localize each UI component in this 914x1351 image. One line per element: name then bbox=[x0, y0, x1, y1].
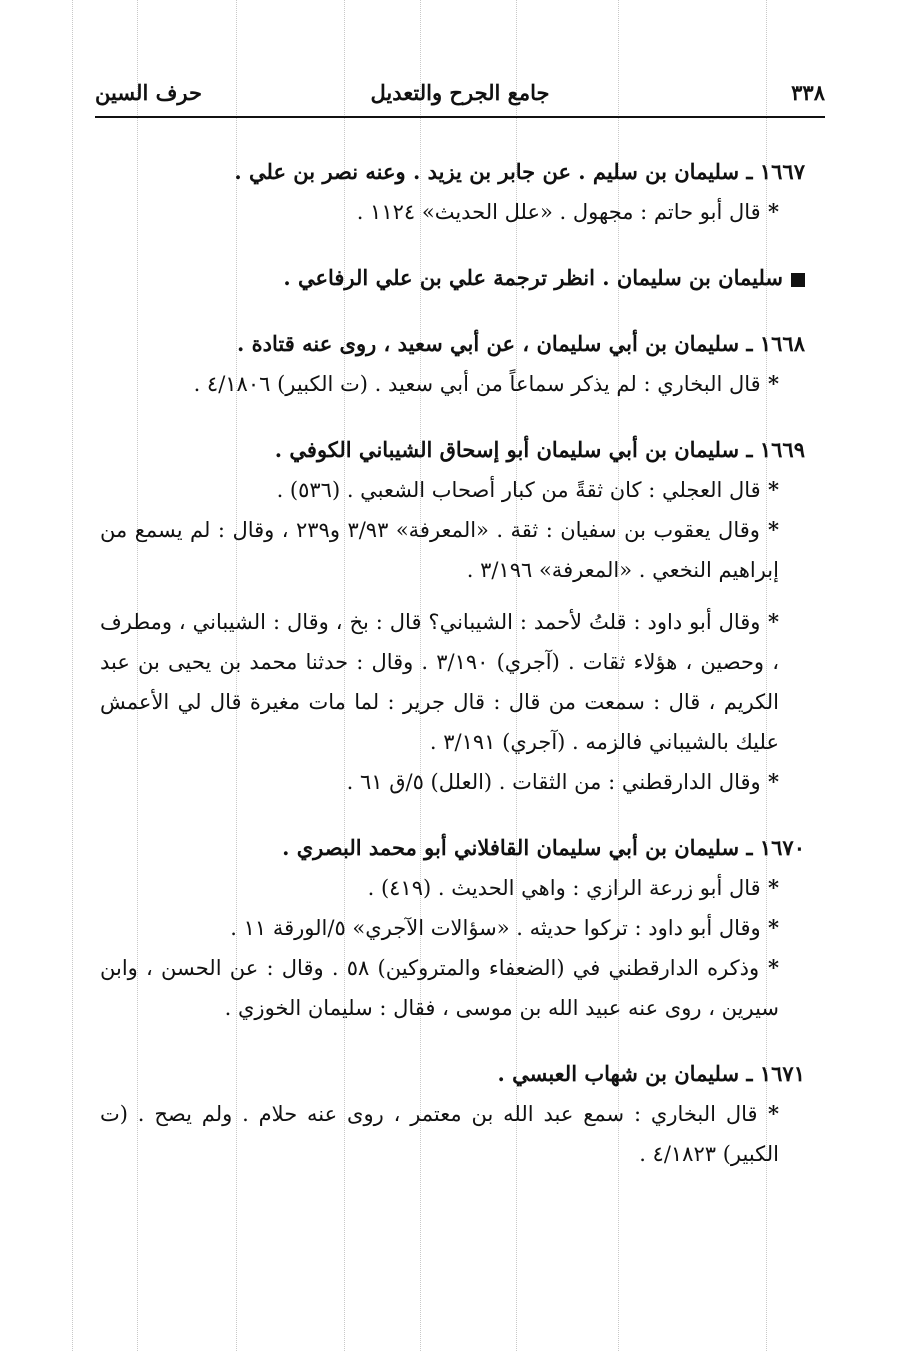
star-bullet-icon: * bbox=[760, 875, 779, 900]
entry-paragraph: * قال البخاري : سمع عبد الله بن معتمر ، روى عنه حلام . ولم يصح . (ت الكبير) ٤/١٨٢٣ . bbox=[100, 1101, 779, 1166]
entry-1671 bbox=[100, 1054, 805, 1174]
star-bullet-icon: * bbox=[760, 477, 779, 502]
running-header bbox=[95, 74, 825, 114]
entry-heading: سليمان بن سليمان . انظر ترجمة علي بن علي الرفاعي . bbox=[100, 258, 805, 298]
entry-1669 bbox=[100, 430, 805, 802]
square-bullet-icon bbox=[791, 273, 805, 287]
scan-guide-line bbox=[72, 0, 73, 1351]
entry-1670 bbox=[100, 828, 805, 1028]
entry-paragraph: * وقال أبو داود : قلتُ لأحمد : الشيباني؟ قال : بخ ، وقال : الشيباني ، ومطرف ، وحصين ، هؤلاء ثقات . (آجري) ٣/١٩٠ . وقال : حدثنا محمد بن يحيى بن عبد الكريم ، قال : سمعت من قال : قال جرير : لما مات مغيرة قال لي الأعمش عليك بالشيباني فالزمه . (آجري) ٣/١٩١ . bbox=[100, 609, 779, 754]
entry-paragraph: * وقال أبو داود : تركوا حديثه . «سؤالات الآجري» ٥/الورقة ١١ . bbox=[230, 915, 779, 940]
entry-paragraph: * وقال يعقوب بن سفيان : ثقة . «المعرفة» ٣/٩٣ و٢٣٩ ، وقال : لم يسمع من إبراهيم النخعي . «المعرفة» ٣/١٩٦ . bbox=[100, 517, 779, 582]
entry-paragraph: * وقال الدارقطني : من الثقات . (العلل) ٥/ق ٦١ . bbox=[346, 769, 779, 794]
entry-cross-reference bbox=[100, 258, 805, 298]
entry-heading: ١٦٦٩ ـ سليمان بن أبي سليمان أبو إسحاق الشيباني الكوفي . bbox=[274, 437, 805, 462]
star-bullet-icon: * bbox=[760, 609, 779, 634]
star-bullet-icon: * bbox=[760, 371, 779, 396]
star-bullet-icon: * bbox=[760, 199, 779, 224]
entry-paragraph: * قال البخاري : لم يذكر سماعاً من أبي سعيد . (ت الكبير) ٤/١٨٠٦ . bbox=[193, 371, 779, 396]
entry-heading: ١٦٦٨ ـ سليمان بن أبي سليمان ، عن أبي سعيد ، روى عنه قتادة . bbox=[237, 331, 805, 356]
entries-list bbox=[100, 152, 805, 1200]
section-title: حرف السين bbox=[95, 80, 202, 105]
entry-paragraph: * قال أبو حاتم : مجهول . «علل الحديث» ١١٢٤ . bbox=[356, 199, 779, 224]
header-rule bbox=[95, 116, 825, 118]
entry-paragraph: * قال العجلي : كان ثقةً من كبار أصحاب الشعبي . (٥٣٦) . bbox=[276, 477, 779, 502]
star-bullet-icon: * bbox=[760, 769, 779, 794]
entry-heading: ١٦٦٧ ـ سليمان بن سليم . عن جابر بن يزيد . وعنه نصر بن علي . bbox=[234, 159, 805, 184]
star-bullet-icon: * bbox=[757, 1101, 779, 1126]
star-bullet-icon: * bbox=[759, 955, 780, 980]
star-bullet-icon: * bbox=[759, 517, 779, 542]
entry-paragraph: * وذكره الدارقطني في (الضعفاء والمتروكين) ٥٨ . وقال : عن الحسن ، وابن سيرين ، روى عنه عبيد الله بن موسى ، فقال : سليمان الخوزي . bbox=[100, 955, 780, 1020]
entry-1667 bbox=[100, 152, 805, 232]
entry-paragraph: * قال أبو زرعة الرازي : واهي الحديث . (٤١٩) . bbox=[367, 875, 779, 900]
book-title: جامع الجرح والتعديل bbox=[370, 80, 550, 105]
page-number: ٣٣٨ bbox=[791, 80, 825, 105]
entry-heading: ١٦٧٠ ـ سليمان بن أبي سليمان القافلاني أبو محمد البصري . bbox=[282, 835, 805, 860]
entry-heading: ١٦٧١ ـ سليمان بن شهاب العبسي . bbox=[497, 1061, 805, 1086]
entry-1668 bbox=[100, 324, 805, 404]
star-bullet-icon: * bbox=[760, 915, 779, 940]
